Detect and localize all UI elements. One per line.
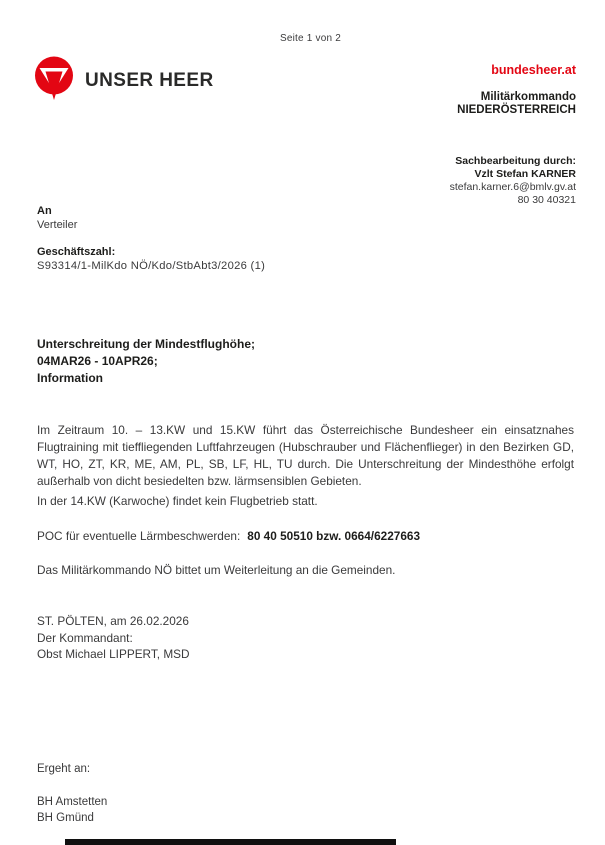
clerk-phone: 80 30 40321 xyxy=(517,194,576,206)
brand-wordmark: UNSER HEER xyxy=(85,70,214,91)
distribution-list xyxy=(37,794,107,826)
distribution-item: BH Amstetten xyxy=(37,796,108,808)
subject-line-2: 04MAR26 - 10APR26; xyxy=(37,354,158,368)
subject-line-1: Unterschreitung der Mindestflughöhe; xyxy=(37,337,256,351)
letter-body xyxy=(37,422,574,579)
clerk-email: stefan.karner.6@bmlv.gv.at xyxy=(449,181,576,193)
signature-name: Obst Michael LIPPERT, MSD xyxy=(37,647,190,661)
poc-label: POC für eventuelle Lärmbeschwerden: xyxy=(37,529,241,543)
body-paragraph-1: Im Zeitraum 10. – 13.KW und 15.KW führt das Österreichische Bundesheer ein einsatznahes Flugtraining mit tieffliegenden Luftfahrzeugen (Hubschrauber und Flächenflieger) in den Bezirken GD, WT, HO, ZT, KR, ME, AM, PL, SB, LF, HL, TU durch. Die Unterschreitung der Mindesthöhe erfolgt außerhalb von dicht besiedelten bzw. lärmsensiblen Gebieten. xyxy=(37,423,574,488)
clerk-label: Sachbearbeitung durch: xyxy=(455,155,576,167)
website-text: bundesheer.at xyxy=(491,63,576,77)
subject-line-3: Information xyxy=(37,371,103,385)
clerk-name: Vzlt Stefan KARNER xyxy=(474,168,576,180)
header-right-block xyxy=(457,63,576,117)
reference-number: S93314/1-MilKdo NÖ/Kdo/StbAbt3/2026 (1) xyxy=(37,259,266,272)
distribution-label: Ergeht an: xyxy=(37,763,91,775)
recipient-block xyxy=(37,205,77,232)
distribution-item: BH Gmünd xyxy=(37,812,94,824)
page-number-indicator: Seite 1 von 2 xyxy=(280,33,341,44)
clerk-contact-block xyxy=(450,155,576,207)
poc-line xyxy=(37,528,574,545)
command-line-2: NIEDERÖSTERREICH xyxy=(457,104,576,116)
body-paragraph-2: In der 14.KW (Karwoche) findet kein Flugbetrieb statt. xyxy=(37,494,318,508)
signature-place-date: ST. PÖLTEN, am 26.02.2026 xyxy=(37,614,189,628)
subject-block xyxy=(37,336,255,387)
recipient-name: Verteiler xyxy=(37,218,78,231)
reference-block xyxy=(37,246,265,273)
command-name xyxy=(457,91,576,117)
cutoff-content-bar xyxy=(65,839,396,845)
reference-label: Geschäftszahl: xyxy=(37,246,116,258)
recipient-label: An xyxy=(37,205,52,217)
signature-block xyxy=(37,613,190,663)
bundesheer-logo xyxy=(34,56,214,106)
poc-phone-numbers: 80 40 50510 bzw. 0664/6227663 xyxy=(247,529,421,543)
signature-role: Der Kommandant: xyxy=(37,630,133,645)
bundesheer-roundel-icon xyxy=(34,56,74,106)
command-line-1: Militärkommando xyxy=(480,91,576,103)
forwarding-note: Das Militärkommando NÖ bittet um Weiterleitung an die Gemeinden. xyxy=(37,563,396,577)
